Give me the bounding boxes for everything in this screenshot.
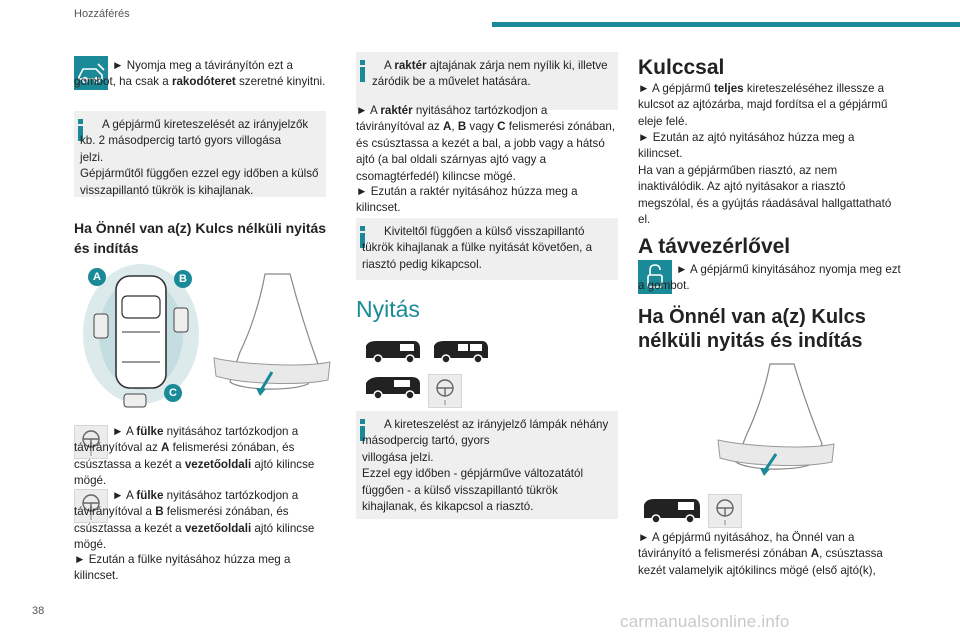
van-icon [642,496,702,524]
section-heading-opening: Nyitás [356,296,420,322]
page-number: 38 [32,605,45,617]
paragraph-cab-pull-handle: ► Ezután a fülke nyitásához húzza meg a kilincset. [74,553,291,583]
paragraph-key-pull-handle: ► Ezután az ajtó nyitásához húzza meg a kilincset. [638,131,855,161]
detection-zones-diagram [82,262,200,412]
running-header: Hozzáférés [74,8,130,20]
section-heading-keyless: Ha Önnél van a(z) Kulcs nélküli nyitás és indítás [74,220,327,256]
info-icon [360,60,365,82]
info-note-unlock-signal: A gépjármű kireteszelését az irányjelzők kb. 2 másodpercig tartó gyors villogása jelzi. Gépjárműtől függően ezzel egy időben a külső visszapillantó tükrök is kihajlanak. [74,111,326,197]
section-heading-keyless-2: Ha Önnél van a(z) Kulcs nélküli nyitás és indítás [638,306,866,352]
zone-b-badge: B [174,270,192,288]
zone-a-badge: A [88,268,106,286]
paragraph-keyless-unlock: ► A gépjármű nyitásához, ha Önnél van a távirányító a felismerési zónában A, csúsztassa kezét valamelyik ajtókilincs mögé (első ajtó(k), [638,531,883,577]
steering-wheel-icon [428,374,462,408]
paragraph-cab-zone-a: ► A fülke nyitásához tartózkodjon a távirányítóval az A felismerési zónában, és csúsztassa a kezét a vezetőoldali ajtó kilincse mögé. [74,425,315,488]
steering-wheel-icon [708,494,742,528]
paragraph-cargo-pull-handle: ► Ezután a raktér nyitásához húzza meg a kilincset. [356,185,578,215]
paragraph-trunk-button: ► Nyomja meg a távirányítón ezt a gombot, ha csak a rakodóteret szeretné kinyitni. [74,59,326,89]
zone-c-badge: C [164,384,182,402]
header-accent-bar [492,22,960,27]
watermark: carmanualsonline.info [620,612,790,631]
paragraph-cab-zone-b: ► A fülke nyitásához tartózkodjon a távirányítóval a B felismerési zónában, és csúsztassa a kezét a vezetőoldali ajtó kilincse mögé. [74,489,315,552]
paragraph-alarm-note: Ha van a gépjárműben riasztó, az nem inaktiválódik. Az ajtó nyitásakor a riasztó megszólal, és a gyújtás ráadásával hallgattatható el. [638,164,892,227]
hand-door-handle-illustration [210,272,335,402]
van-icon [364,338,422,364]
info-note-cargo-lock: A raktér ajtajának zárja nem nyílik ki, illetve záródik be a művelet hatására. [356,52,618,110]
section-heading-with-key: Kulccsal [638,56,725,79]
info-note-mirrors-alarm: Kiviteltől függően a külső visszapillantó tükrök kihajlanak a fülke nyitását követően, a riasztó pedig kikapcsol. [356,218,618,280]
paragraph-cargo-zones: ► A raktér nyitásához tartózkodjon a távirányítóval az A, B vagy C felismerési zónában, és csúsztassa a kezét a bal, a jobb vagy a hátsó ajtó (a bal oldali szárnyas ajtó vagy a csomagtérfedél) kilincse mögé. [356,104,616,183]
van-icon [432,338,490,364]
section-heading-remote: A távvezérlővel [638,235,791,258]
info-note-indicator-flash: A kireteszelést az irányjelző lámpák néhány másodpercig tartó, gyors villogása jelzi. Ezzel egy időben - gépjárműve változatától függően - a külső visszapillantó tükrök kihajlanak, és kikapcsol a riasztó. [356,411,618,519]
van-icon [364,374,422,400]
paragraph-key-unlock: ► A gépjármű teljes kireteszeléséhez illessze a kulcsot az ajtózárba, majd fordítsa el a gépjármű eleje felé. [638,82,888,128]
hand-door-handle-illustration [710,362,840,480]
paragraph-remote-unlock: ► A gépjármű kinyitásához nyomja meg ezt a gombot. [638,263,901,293]
